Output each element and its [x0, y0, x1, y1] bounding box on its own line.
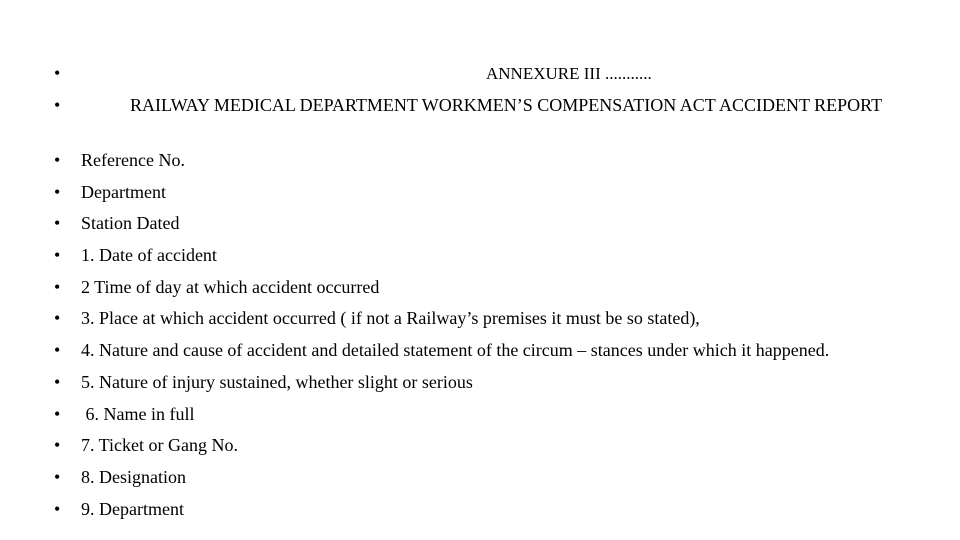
form-field-item — [54, 181, 934, 213]
date-of-accident-label: 1. Date of accident — [81, 245, 217, 266]
department-label: Department — [81, 181, 166, 202]
form-field-list — [54, 62, 934, 529]
bullet-icon: • — [54, 150, 61, 170]
nature-and-cause-label: 4. Nature and cause of accident and detailed statement of the circum – stances under which it happened. — [81, 340, 830, 361]
bullet-icon: • — [54, 435, 61, 456]
bullet-icon: • — [54, 498, 61, 519]
bullet-icon: • — [54, 276, 61, 297]
bullet-icon: • — [54, 95, 61, 115]
form-field-item — [54, 371, 934, 403]
place-of-accident-label: 3. Place at which accident occurred ( if not a Railway’s premises it must be so stated), — [81, 308, 700, 329]
bullet-icon: • — [54, 213, 61, 234]
designation-label: 8. Designation — [81, 466, 186, 487]
bullet-icon: • — [54, 466, 61, 487]
form-field-item — [54, 276, 934, 308]
form-field-item — [54, 403, 934, 435]
form-field-item — [54, 212, 934, 244]
bullet-icon: • — [54, 371, 61, 392]
name-in-full-label: 6. Name in full — [81, 403, 195, 424]
form-field-item — [54, 434, 934, 466]
department-final-label: 9. Department — [81, 498, 184, 519]
bullet-icon: • — [54, 181, 61, 202]
bullet-icon: • — [54, 403, 61, 424]
form-field-item — [54, 339, 934, 371]
bullet-icon: • — [54, 63, 61, 83]
form-field-item — [54, 307, 934, 339]
report-heading-item — [54, 94, 934, 149]
bullet-icon: • — [54, 340, 61, 361]
form-field-item — [54, 244, 934, 276]
bullet-icon: • — [54, 245, 61, 266]
annexure-title: ANNEXURE III ........... — [486, 64, 652, 83]
station-dated-label: Station Dated — [81, 213, 180, 234]
form-field-item — [54, 466, 934, 498]
annexure-heading-item — [54, 62, 934, 94]
form-field-item — [54, 498, 934, 530]
reference-no-label: Reference No. — [81, 150, 185, 170]
bullet-icon: • — [54, 308, 61, 329]
report-title: RAILWAY MEDICAL DEPARTMENT WORKMEN’S COMPENSATION ACT ACCIDENT REPORT — [130, 95, 883, 115]
time-of-accident-label: 2 Time of day at which accident occurred — [81, 276, 380, 297]
nature-of-injury-label: 5. Nature of injury sustained, whether slight or serious — [81, 371, 473, 392]
ticket-or-gang-no-label: 7. Ticket or Gang No. — [81, 435, 238, 456]
form-field-item — [54, 149, 934, 181]
